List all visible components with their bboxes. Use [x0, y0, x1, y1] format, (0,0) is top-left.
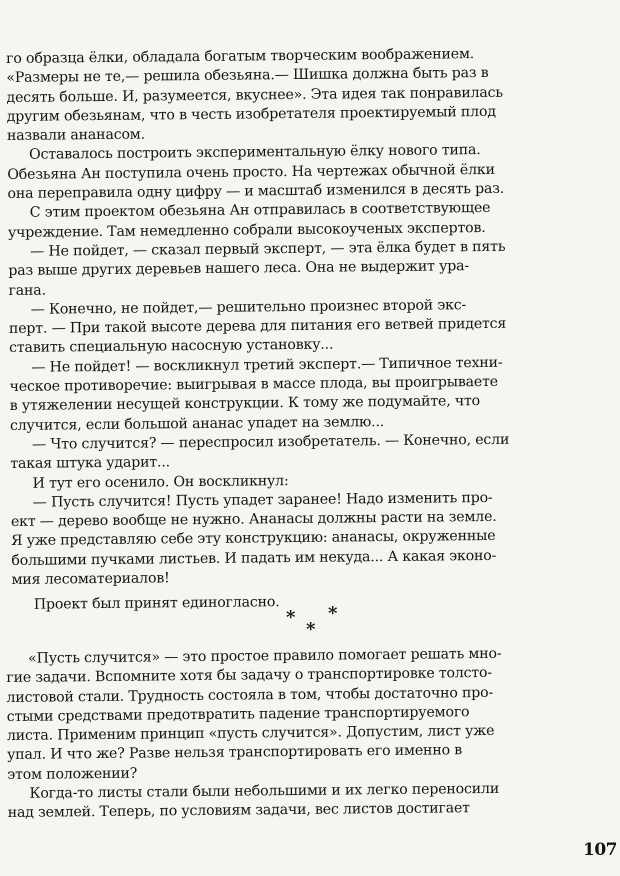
text-line: ект — дерево вообще не нужно. Ананасы должны расти на земле.	[10, 509, 497, 531]
text-line: Когда-то листы стали были небольшими и их легко переносили	[29, 780, 500, 802]
text-line: стыми средствами предотвратить падение транспортируемого	[6, 704, 470, 725]
text-line: гие задачи. Вспомните хотя бы задачу о транспортировке толсто-	[6, 665, 493, 687]
text-line: — Пусть случится! Пусть упадет заранее! Надо изменить про-	[32, 489, 493, 511]
text-line: случится, если большой ананас упадет на землю...	[9, 413, 385, 434]
separator-star: *	[328, 603, 338, 624]
text-block-principle	[6, 644, 608, 824]
section-separator	[280, 603, 350, 643]
text-line: десять больше. И, разумеется, вкуснее». Эта идея так понравилась	[6, 84, 503, 106]
text-line: ческое противоречие: выигрывая в массе плода, вы проигрываете	[9, 373, 499, 396]
text-line: го образца ёлки, обладала богатым творческим воображением.	[6, 46, 475, 67]
text-line: в утяжелении несущей конструкции. К тому же подумайте, что	[9, 393, 481, 415]
text-line: листа. Применим принцип «пусть случится». Допустим, лист уже	[6, 723, 495, 745]
text-line: С этим проектом обезьяна Ан отправилась в соответствующее	[29, 200, 491, 222]
text-line: Обезьяна Ан поступила очень просто. На чертежах обычной ёлки	[7, 161, 495, 183]
text-line: листовой стали. Трудность состояла в том, чтобы достаточно про-	[6, 684, 494, 706]
text-line: раз выше других деревьев нашего леса. Она не выдержит ура-	[8, 258, 470, 280]
text-line: — Что случится? — переспросил изобретатель. — Конечно, если	[32, 431, 510, 453]
text-line: — Не пойдет! — воскликнул третий эксперт.— Типичное техни-	[31, 354, 503, 376]
text-line: над землей. Теперь, по условиям задачи, вес листов достигает	[7, 800, 470, 822]
text-line: она переправила одну цифру — и масштаб изменился в десять раз.	[7, 180, 505, 203]
text-line: ставить специальную насосную установку...	[9, 337, 334, 357]
separator-star: *	[306, 619, 316, 640]
text-line: назвали ананасом.	[6, 126, 145, 145]
separator-star: *	[286, 607, 296, 628]
text-line: Оставалось построить экспериментальную ёлку нового типа.	[29, 142, 481, 164]
text-line: другим обезьянам, что в честь изобретателя проектируемый плод	[6, 103, 496, 125]
text-line: «Размеры не те,— решила обезьяна.— Шишка должна быть раз в	[6, 65, 489, 87]
text-line: перт. — При такой высоте дерева для питания его ветвей придется	[8, 315, 507, 338]
text-line: гана.	[8, 282, 46, 299]
text-line: И тут его осенило. Он воскликнул:	[32, 472, 289, 492]
text-block-story	[6, 44, 612, 616]
text-line: учреждение. Там немедленно собрали высокоученых экспертов.	[7, 219, 486, 241]
text-line: мия лесоматериалов!	[11, 570, 170, 588]
text-line: упал. И что же? Разве нельзя транспортировать его именно в	[7, 742, 463, 764]
text-line: такая штука ударит...	[10, 454, 170, 473]
text-line: Проект был принят единогласно.	[33, 594, 280, 614]
text-line: — Конечно, не пойдет,— решительно произнес второй экс-	[30, 297, 467, 318]
text-line: этом положении?	[7, 765, 138, 783]
text-line: большими пучками листьев. И падать им некуда... А какая эконо-	[11, 547, 497, 569]
text-line: «Пусть случится» — это простое правило помогает решать мно-	[28, 645, 502, 667]
text-line: — Не пойдет, — сказал первый эксперт, — эта ёлка будет в пять	[30, 238, 506, 260]
text-line: Я уже представляю себе эту конструкцию: ананасы, окруженные	[11, 528, 496, 550]
page-number: 107	[583, 840, 617, 860]
